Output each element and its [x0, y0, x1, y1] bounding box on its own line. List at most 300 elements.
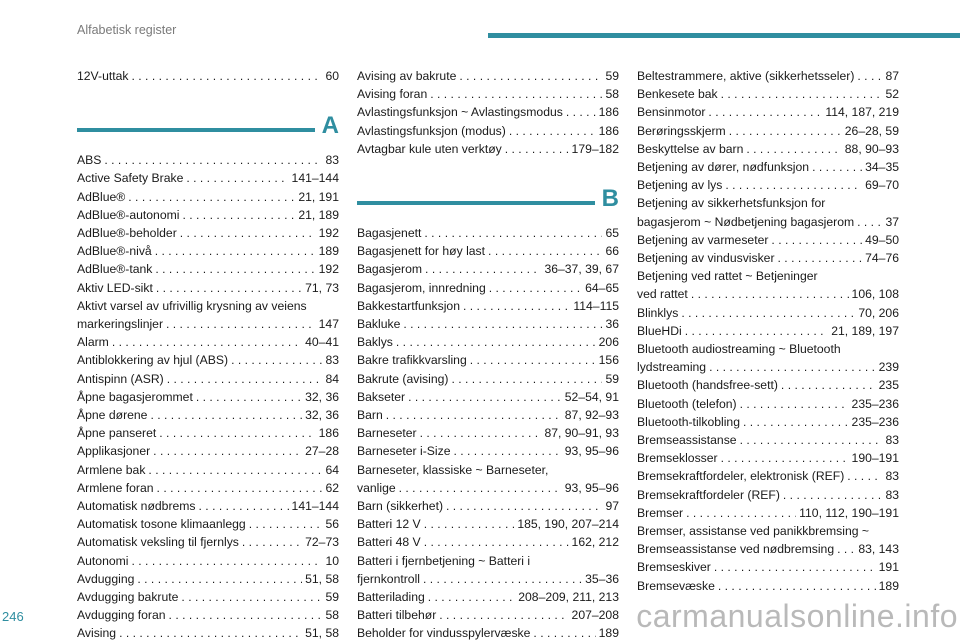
index-entry-pages: 34–35 [865, 160, 899, 175]
index-entry-term: Barneseter i-Size [357, 444, 451, 459]
dot-leader [249, 515, 323, 533]
index-entry [77, 515, 339, 533]
index-entry-term: Avdugging bakrute [77, 590, 179, 605]
index-entry-pages: 189 [318, 244, 339, 259]
index-entry [637, 304, 899, 322]
index-entry-pages: 37 [885, 214, 899, 229]
dot-leader [725, 176, 862, 194]
dot-leader [451, 370, 602, 388]
index-entry-term: Antispinn (ASR) [77, 371, 164, 386]
index-entry-term: Avdugging foran [77, 608, 166, 623]
index-entry [637, 449, 899, 467]
index-entry [357, 333, 619, 351]
index-entry-term: Benkesete bak [637, 87, 718, 102]
index-entry-pages: 58 [325, 608, 339, 623]
index-entry-term: Beskyttelse av barn [637, 141, 744, 156]
index-entry [637, 67, 899, 85]
index-entry [357, 122, 619, 140]
dot-leader [857, 67, 882, 85]
dot-leader [167, 370, 323, 388]
index-entry [357, 297, 619, 315]
index-entry-term: AdBlue®-beholder [77, 226, 177, 241]
dot-leader [488, 242, 602, 260]
index-entry [637, 213, 899, 231]
index-entry-pages: 162, 212 [571, 535, 619, 550]
index-entry [77, 406, 339, 424]
index-entry [357, 67, 619, 85]
index-entry-term: Bremsekraftfordeler (REF) [637, 487, 780, 502]
dot-leader [157, 479, 323, 497]
index-entry-pages: 74–76 [865, 251, 899, 266]
index-entry [637, 558, 899, 576]
index-entry-line: Betjening av sikkerhetsfunksjon for [637, 196, 826, 211]
dot-leader [446, 497, 602, 515]
index-entry [77, 224, 339, 242]
dot-leader [708, 103, 822, 121]
index-entry-pages: 60 [325, 69, 339, 83]
index-entry-term: Bakluke [357, 317, 401, 332]
index-entry-pages: 191 [878, 560, 899, 575]
index-entry-pages: 185, 190, 207–214 [517, 517, 619, 532]
index-entry-term: Alarm [77, 335, 109, 350]
index-entry [637, 376, 899, 394]
index-entry-term: Batteri tilbehør [357, 608, 437, 623]
index-entry-pages: 64–65 [585, 280, 619, 295]
index-entry-term: Bremsevæske [637, 578, 715, 593]
index-entry [637, 103, 899, 121]
index-entry-pages: 239 [878, 360, 899, 375]
dot-leader [424, 515, 515, 533]
dot-leader [196, 388, 302, 406]
index-entry-term: AdBlue®-tank [77, 262, 153, 277]
index-entry-term: Blinklys [637, 305, 679, 320]
dot-leader [399, 479, 562, 497]
index-entry [77, 442, 339, 460]
index-entry-term: Bakrute (avising) [357, 371, 449, 386]
index-entry [637, 467, 899, 485]
index-entry [637, 358, 899, 376]
index-entry-pages: 206 [598, 335, 619, 350]
index-entry-pages: 189 [598, 626, 619, 641]
index-entry-term: Betjening av varmeseter [637, 232, 769, 247]
index-entry [357, 479, 619, 497]
index-entry [357, 85, 619, 103]
index-entry [77, 479, 339, 497]
index-entry [77, 461, 339, 479]
index-entry-term: Bluetooth-tilkobling [637, 414, 740, 429]
index-entry-pages: 52–54, 91 [564, 389, 619, 404]
index-entry-line: Bremser, assistanse ved panikkbremsing ~ [637, 524, 870, 539]
index-entry [77, 242, 339, 260]
dot-leader [182, 206, 295, 224]
index-entry-pages: 208–209, 211, 213 [518, 590, 619, 605]
index-entry [637, 249, 899, 267]
index-entry-term: vanlige [357, 480, 396, 495]
index-entry-pages: 56 [325, 517, 339, 532]
index-entry-pages: 88, 90–93 [844, 141, 899, 156]
dot-leader [420, 424, 542, 442]
dot-leader [132, 67, 323, 85]
index-entry [357, 606, 619, 624]
index-entry-pages: 235–236 [851, 414, 899, 429]
index-entry-pages: 32, 36 [305, 389, 339, 404]
index-entry-term: Åpne dørene [77, 408, 148, 423]
dot-leader [156, 279, 302, 297]
index-entry [637, 140, 899, 158]
index-entry-pages: 69–70 [865, 178, 899, 193]
index-entry-pages: 59 [605, 371, 619, 386]
dot-leader [166, 315, 316, 333]
index-entry-pages: 21, 189, 197 [831, 323, 899, 338]
dot-leader [155, 260, 315, 278]
index-entry-pages: 36–37, 39, 67 [544, 262, 619, 277]
index-entry [77, 188, 339, 206]
index-entry [357, 570, 619, 588]
index-entry-term: 12V-uttak [77, 69, 129, 83]
dot-leader [231, 351, 322, 369]
dot-leader [783, 486, 883, 504]
index-entry [637, 540, 899, 558]
index-entry [357, 103, 619, 121]
index-entry-term: AdBlue®-nivå [77, 244, 152, 259]
index-entry [637, 322, 899, 340]
index-entry [637, 176, 899, 194]
index-entry-term: Barn [357, 408, 383, 423]
index-entry [357, 497, 619, 515]
dot-leader [425, 260, 541, 278]
index-entry [77, 533, 339, 551]
index-entry [357, 351, 619, 369]
index-entry-pages: 51, 58 [305, 626, 339, 641]
index-entry [77, 606, 339, 624]
dot-leader [781, 376, 876, 394]
index-entry-term: Bremseassistanse [637, 433, 737, 448]
index-entry-pages: 114, 187, 219 [825, 105, 899, 120]
index-entry-pages: 21, 191 [298, 189, 339, 204]
index-entry-pages: 97 [605, 499, 619, 514]
section-rule [357, 201, 595, 205]
index-entry-pages: 156 [598, 353, 619, 368]
index-column-1 [77, 67, 339, 643]
index-entry-pages: 84 [325, 371, 339, 386]
index-entry-pages: 192 [318, 262, 339, 277]
index-entry [77, 206, 339, 224]
index-entry-pages: 65 [605, 226, 619, 241]
index-entry [77, 497, 339, 515]
index-entry-term: ABS [77, 153, 102, 168]
watermark: carmanualsonline.info [636, 598, 958, 634]
index-entry [77, 279, 339, 297]
index-entry-line: Bluetooth audiostreaming ~ Bluetooth [637, 342, 841, 357]
running-header-title: Alfabetisk register [77, 23, 177, 37]
index-entry [77, 388, 339, 406]
index-entry [637, 158, 899, 176]
index-entry-pages: 83 [885, 469, 899, 484]
index-entry-pages: 71, 73 [305, 280, 339, 295]
dot-leader [428, 588, 515, 606]
index-entry-term: Avlastingsfunksjon ~ Avlastingsmodus [357, 105, 563, 120]
dot-leader [132, 552, 323, 570]
index-entry-term: Bagasjenett [357, 226, 422, 241]
index-entry-pages: 186 [318, 426, 339, 441]
dot-leader [155, 242, 316, 260]
index-entry-term: Berøringsskjerm [637, 123, 726, 138]
index-entry [357, 515, 619, 533]
index-entry-term: Bremseklosser [637, 451, 718, 466]
dot-leader [740, 395, 849, 413]
index-entry-term: Beltestrammere, aktive (sikkerhetsseler) [637, 69, 855, 83]
index-entry-term: Bremser [637, 505, 684, 520]
index-entry-line: Batteri i fjernbetjening ~ Batteri i [357, 553, 531, 568]
dot-leader [837, 540, 855, 558]
index-entry [637, 577, 899, 595]
index-entry [637, 431, 899, 449]
index-entry-term: Batteri 12 V [357, 517, 421, 532]
index-entry [637, 395, 899, 413]
dot-leader [740, 431, 883, 449]
index-entry-term: Avising [77, 626, 117, 641]
index-entry [357, 388, 619, 406]
index-entry-pages: 70, 206 [858, 305, 899, 320]
index-entry-pages: 147 [318, 317, 339, 332]
index-entry-term: Bagasjenett for høy last [357, 244, 486, 259]
index-entry-term: AdBlue®-autonomi [77, 207, 180, 222]
index-entry [637, 413, 899, 431]
index-entry-term: markeringslinjer [77, 317, 164, 332]
index-entry-pages: 106, 108 [851, 287, 899, 302]
index-entry-pages: 190–191 [851, 451, 899, 466]
page-number: 246 [2, 609, 24, 624]
index-entry-term: ved rattet [637, 287, 688, 302]
index-entry-term: Bakkestartfunksjon [357, 298, 460, 313]
dot-leader [148, 461, 322, 479]
section-letter: B [601, 185, 619, 213]
index-entry-line: Aktivt varsel av ufrivillig krysning av veiens [77, 298, 307, 313]
index-entry-pages: 21, 189 [298, 207, 339, 222]
index-entry [77, 351, 339, 369]
dot-leader [489, 279, 582, 297]
dot-leader [186, 169, 288, 187]
index-entry-pages: 179–182 [571, 141, 619, 156]
dot-leader [424, 224, 602, 242]
dot-leader [743, 413, 849, 431]
dot-leader [242, 533, 302, 551]
dot-leader [459, 67, 602, 85]
index-entry [77, 570, 339, 588]
index-entry-term: Åpne bagasjerommet [77, 389, 193, 404]
index-entry [357, 442, 619, 460]
index-entry-pages: 93, 95–96 [564, 480, 619, 495]
index-entry [357, 588, 619, 606]
index-entry-term: Applikasjoner [77, 444, 151, 459]
index-entry [357, 260, 619, 278]
dot-leader [408, 388, 562, 406]
index-entry-term: Autonomi [77, 553, 129, 568]
dot-leader [386, 406, 562, 424]
index-entry-pages: 83, 143 [858, 542, 899, 557]
index-entry [637, 285, 899, 303]
section-header [77, 110, 339, 146]
index-entry [77, 315, 339, 333]
dot-leader [439, 606, 568, 624]
index-entry-pages: 49–50 [865, 232, 899, 247]
dot-leader [104, 151, 322, 169]
index-entry-pages: 35–36 [585, 571, 619, 586]
dot-leader [159, 424, 315, 442]
dot-leader [153, 442, 302, 460]
index-entry-pages: 83 [885, 433, 899, 448]
dot-leader [463, 297, 570, 315]
dot-leader [721, 449, 849, 467]
index-entry-term: Batterilading [357, 590, 425, 605]
index-entry [637, 231, 899, 249]
index-entry [637, 504, 899, 522]
index-entry-term: Avdugging [77, 571, 135, 586]
header-accent-bar [488, 33, 960, 38]
index-entry-line: Betjening ved rattet ~ Betjeninger [637, 269, 818, 284]
index-entry [77, 151, 339, 169]
index-entry-pages: 114–115 [573, 298, 619, 313]
index-entry [357, 140, 619, 158]
index-entry-term: Betjening av vindusvisker [637, 251, 775, 266]
index-entry-pages: 207–208 [571, 608, 619, 623]
index-entry-pages: 235 [878, 378, 899, 393]
index-entry-pages: 59 [325, 590, 339, 605]
index-entry-pages: 72–73 [305, 535, 339, 550]
dot-leader [721, 85, 883, 103]
index-entry-term: bagasjerom ~ Nødbetjening bagasjerom [637, 214, 855, 229]
index-entry [77, 552, 339, 570]
index-entry-term: Active Safety Brake [77, 171, 184, 186]
index-entry [77, 169, 339, 187]
dot-leader [453, 442, 561, 460]
dot-leader [112, 333, 302, 351]
index-entry [357, 533, 619, 551]
index-entry-term: Beholder for vindusspylervæske [357, 626, 531, 641]
index-entry-pages: 87, 92–93 [564, 408, 619, 423]
index-entry-term: Aktiv LED-sikt [77, 280, 153, 295]
index-entry-pages: 58 [605, 87, 619, 102]
index-entry-pages: 93, 95–96 [564, 444, 619, 459]
dot-leader [181, 588, 322, 606]
section-letter: A [321, 112, 339, 140]
index-entry-pages: 235–236 [851, 396, 899, 411]
dot-leader [424, 533, 569, 551]
index-entry [357, 279, 619, 297]
dot-leader [729, 122, 842, 140]
index-entry-term: Bakseter [357, 389, 406, 404]
dot-leader [746, 140, 841, 158]
index-entry-pages: 59 [605, 69, 619, 83]
dot-leader [681, 304, 855, 322]
index-entry-term: Antiblokkering av hjul (ABS) [77, 353, 229, 368]
index-entry-term: Bremseassistanse ved nødbremsing [637, 542, 835, 557]
index-entry-pages: 66 [605, 244, 619, 259]
index-entry-line: Barneseter, klassiske ~ Barneseter, [357, 462, 549, 477]
index-entry-term: BlueHDi [637, 323, 682, 338]
index-entry [357, 406, 619, 424]
index-entry-term: fjernkontroll [357, 571, 420, 586]
index-entry [77, 424, 339, 442]
index-entry-term: Betjening av lys [637, 178, 723, 193]
index-entry-term: Avising foran [357, 87, 428, 102]
dot-leader [714, 558, 876, 576]
index-entry-term: AdBlue® [77, 189, 126, 204]
index-entry-term: Avlastingsfunksjon (modus) [357, 123, 506, 138]
index-entry-term: Avising av bakrute [357, 69, 457, 83]
dot-leader [403, 315, 602, 333]
index-entry-pages: 87 [885, 69, 899, 83]
index-entry-pages: 62 [325, 480, 339, 495]
index-entry-term: Armlene bak [77, 462, 146, 477]
dot-leader [847, 467, 882, 485]
index-entry-pages: 64 [325, 462, 339, 477]
index-entry-term: Bagasjerom [357, 262, 423, 277]
index-entry-term: Avtagbar kule uten verktøy [357, 141, 502, 156]
index-entry-pages: 26–28, 59 [844, 123, 899, 138]
index-entry [357, 370, 619, 388]
index-entry-pages: 52 [885, 87, 899, 102]
index-entry-pages: 83 [325, 153, 339, 168]
index-entry-term: Armlene foran [77, 480, 154, 495]
dot-leader [470, 351, 596, 369]
index-column-3 [637, 67, 899, 595]
dot-leader [128, 188, 295, 206]
section-rule [77, 128, 315, 132]
dot-leader [199, 497, 289, 515]
index-entry-term: Baklys [357, 335, 393, 350]
index-entry-term: Bakre trafikkvarsling [357, 353, 467, 368]
dot-leader [709, 358, 876, 376]
index-entry [357, 224, 619, 242]
index-entry-term: Bagasjerom, innredning [357, 280, 486, 295]
index-entry [357, 424, 619, 442]
dot-leader [686, 504, 796, 522]
dot-leader [685, 322, 829, 340]
index-entry-term: Bluetooth (handsfree-sett) [637, 378, 778, 393]
index-entry-term: Bensinmotor [637, 105, 706, 120]
dot-leader [180, 224, 316, 242]
index-entry [77, 260, 339, 278]
dot-leader [169, 606, 323, 624]
index-entry-pages: 141–144 [291, 499, 339, 514]
index-entry-pages: 83 [325, 353, 339, 368]
dot-leader [812, 158, 862, 176]
index-entry [357, 242, 619, 260]
index-entry [637, 85, 899, 103]
index-entry [77, 588, 339, 606]
dot-leader [396, 333, 596, 351]
index-entry-pages: 110, 112, 190–191 [799, 505, 899, 520]
index-entry-term: Bremsekraftfordeler, elektronisk (REF) [637, 469, 845, 484]
dot-leader [509, 122, 596, 140]
index-entry-term: lydstreaming [637, 360, 707, 375]
index-entry-pages: 186 [598, 123, 619, 138]
index-entry-pages: 32, 36 [305, 408, 339, 423]
index-entry [637, 486, 899, 504]
index-entry-pages: 141–144 [291, 171, 339, 186]
index-entry-pages: 192 [318, 226, 339, 241]
index-entry [77, 67, 339, 85]
index-entry [77, 370, 339, 388]
dot-leader [505, 140, 569, 158]
dot-leader [150, 406, 302, 424]
index-entry-pages: 83 [885, 487, 899, 502]
index-entry-term: Barn (sikkerhet) [357, 499, 444, 514]
index-column-2 [357, 67, 619, 643]
index-entry-pages: 51, 58 [305, 571, 339, 586]
dot-leader [778, 249, 863, 267]
